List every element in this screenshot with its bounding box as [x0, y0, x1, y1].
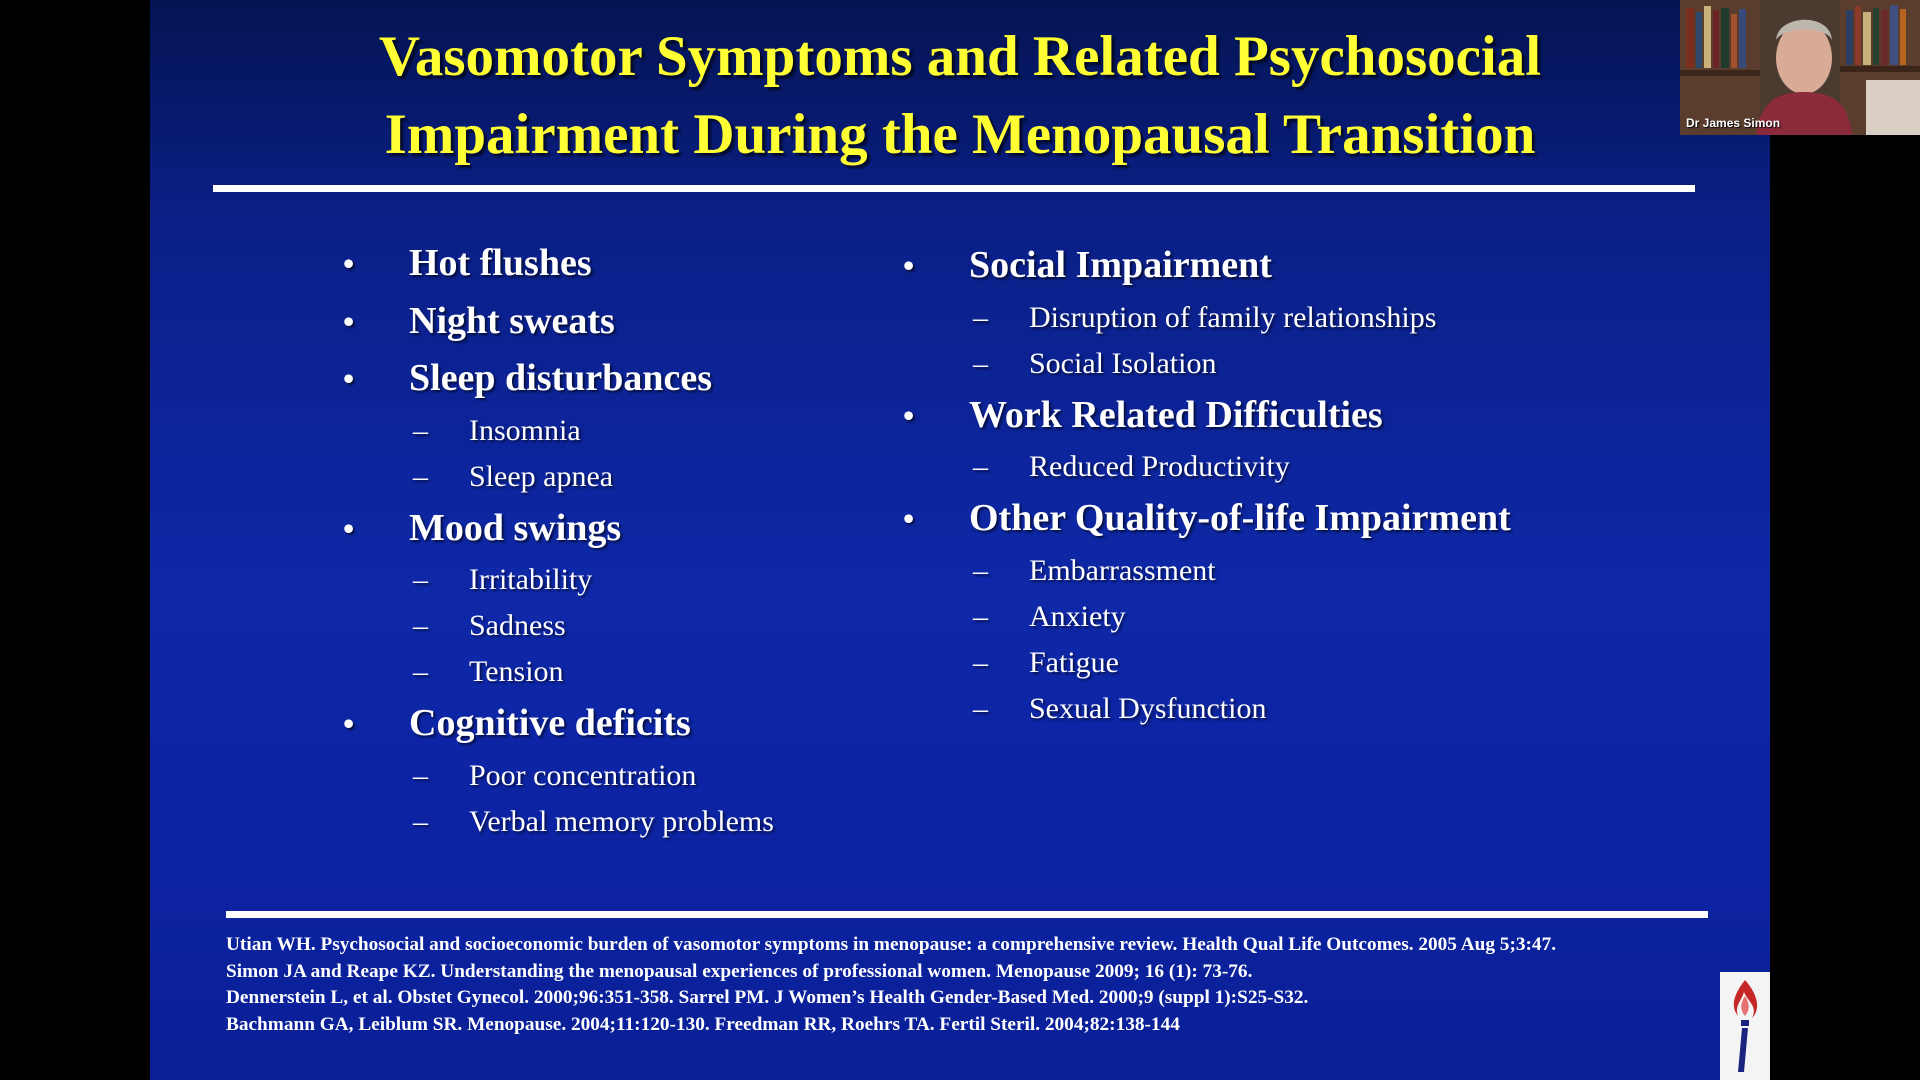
bullet-label: Night sweats: [409, 299, 615, 342]
bullet-item: [903, 240, 1723, 390]
sub-bullet-item: [343, 756, 903, 802]
sub-bullet-item: [903, 551, 1723, 597]
bullet-dot-icon: •: [903, 247, 915, 283]
sub-bullet-item: [343, 560, 903, 606]
bullet-item: [903, 493, 1723, 735]
dash-icon: –: [973, 300, 988, 334]
sub-bullet-label: Anxiety: [1029, 599, 1126, 633]
bullet-item: [343, 353, 903, 503]
sub-bullet-label: Fatigue: [1029, 645, 1119, 679]
sub-bullet-item: [903, 344, 1723, 390]
bullet-dot-icon: •: [343, 705, 355, 741]
webcam-feed-graphic: [1680, 0, 1920, 135]
torch-logo-icon: [1720, 972, 1770, 1080]
bullet-heading: [903, 493, 1723, 551]
sub-bullet-item: [903, 447, 1723, 493]
dash-icon: –: [413, 413, 428, 447]
bullet-item: [343, 698, 903, 848]
dash-icon: –: [973, 450, 988, 483]
bullet-dot-icon: •: [343, 302, 355, 339]
sub-bullet-label: Poor concentration: [469, 758, 697, 792]
title-divider: [213, 185, 1695, 192]
bullet-label: Other Quality-of-life Impairment: [969, 497, 1511, 539]
sub-bullet-item: [343, 606, 903, 652]
dash-icon: –: [973, 346, 988, 380]
bullet-label: Cognitive deficits: [409, 702, 691, 744]
slide-title: [200, 18, 1720, 174]
dash-icon: –: [973, 691, 988, 725]
dash-icon: –: [973, 599, 988, 633]
bullet-item: [343, 503, 903, 699]
sub-bullet-item: [903, 643, 1723, 689]
reference-line: Utian WH. Psychosocial and socioeconomic burden of vasomotor symptoms in menopause: a comprehensive review. Health Qual Life Outcomes. 2005 Aug 5;3:47.: [226, 934, 1557, 955]
bullet-heading: [903, 240, 1723, 298]
sub-bullet-item: [343, 652, 903, 698]
sub-bullet-label: Sadness: [469, 609, 566, 642]
sub-bullet-label: Tension: [469, 655, 564, 688]
dash-icon: –: [413, 758, 428, 792]
dash-icon: –: [413, 804, 428, 838]
sub-bullet-label: Sleep apnea: [469, 459, 614, 493]
bullet-label: Work Related Difficulties: [969, 393, 1383, 436]
bullet-heading: [343, 698, 903, 756]
bullet-dot-icon: •: [903, 500, 915, 536]
reference-line: Bachmann GA, Leiblum SR. Menopause. 2004;11:120-130. Freedman RR, Roehrs TA. Fertil Steril. 2004;82:138-144: [226, 1013, 1180, 1035]
reference-line: Simon JA and Reape KZ. Understanding the menopausal experiences of professional women. Menopause 2009; 16 (1): 73-76.: [226, 960, 1253, 982]
webcam-video-tile[interactable]: [1680, 0, 1920, 135]
sub-bullet-item: [343, 457, 903, 503]
dash-icon: –: [413, 563, 428, 596]
bullet-item: [903, 390, 1723, 494]
sub-bullet-label: Insomnia: [469, 413, 581, 447]
sub-bullet-label: Reduced Productivity: [1029, 450, 1290, 483]
bullet-item: [343, 296, 903, 354]
sub-bullet-item: [903, 689, 1723, 735]
bullet-dot-icon: •: [343, 509, 355, 546]
bullet-heading: [903, 390, 1723, 448]
bullet-label: Social Impairment: [969, 244, 1272, 286]
bullet-label: Hot flushes: [409, 242, 592, 284]
participant-name-label: Dr James Simon: [1686, 116, 1781, 130]
bullet-heading: [343, 353, 903, 411]
dash-icon: –: [413, 609, 428, 642]
torch-logo-graphic: [1720, 972, 1770, 1080]
sub-bullet-label: Irritability: [469, 563, 593, 596]
bullet-label: Sleep disturbances: [409, 357, 712, 399]
dash-icon: –: [973, 645, 988, 679]
bullet-dot-icon: •: [343, 360, 355, 396]
sub-bullet-label: Verbal memory problems: [469, 804, 774, 838]
bullet-dot-icon: •: [903, 396, 915, 433]
references-divider: [226, 911, 1708, 918]
sub-bullet-label: Embarrassment: [1029, 553, 1216, 587]
references-block: [226, 932, 1746, 1038]
sub-bullet-item: [903, 597, 1723, 643]
sub-bullet-label: Sexual Dysfunction: [1029, 691, 1267, 725]
presentation-slide: [150, 0, 1770, 1080]
left-bullet-column: [343, 238, 903, 848]
sub-bullet-label: Social Isolation: [1029, 346, 1217, 380]
bullet-heading: [343, 296, 903, 354]
reference-line: Dennerstein L, et al. Obstet Gynecol. 2000;96:351-358. Sarrel PM. J Women’s Health Gender-Based Med. 2000;9 (suppl 1):S25-S32.: [226, 987, 1309, 1008]
dash-icon: –: [413, 655, 428, 688]
sub-bullet-item: [903, 298, 1723, 344]
dash-icon: –: [973, 553, 988, 587]
bullet-label: Mood swings: [409, 506, 622, 549]
bullet-heading: [343, 503, 903, 561]
right-bullet-column: [903, 240, 1723, 735]
slide-title-line-1: Vasomotor Symptoms and Related Psychosocial: [378, 25, 1542, 88]
sub-bullet-item: [343, 411, 903, 457]
sub-bullet-label: Disruption of family relationships: [1029, 300, 1437, 334]
sub-bullet-item: [343, 802, 903, 848]
dash-icon: –: [413, 459, 428, 493]
bullet-dot-icon: •: [343, 245, 355, 281]
bullet-item: [343, 238, 903, 296]
bullet-heading: [343, 238, 903, 296]
slide-title-line-2: Impairment During the Menopausal Transition: [384, 103, 1536, 166]
